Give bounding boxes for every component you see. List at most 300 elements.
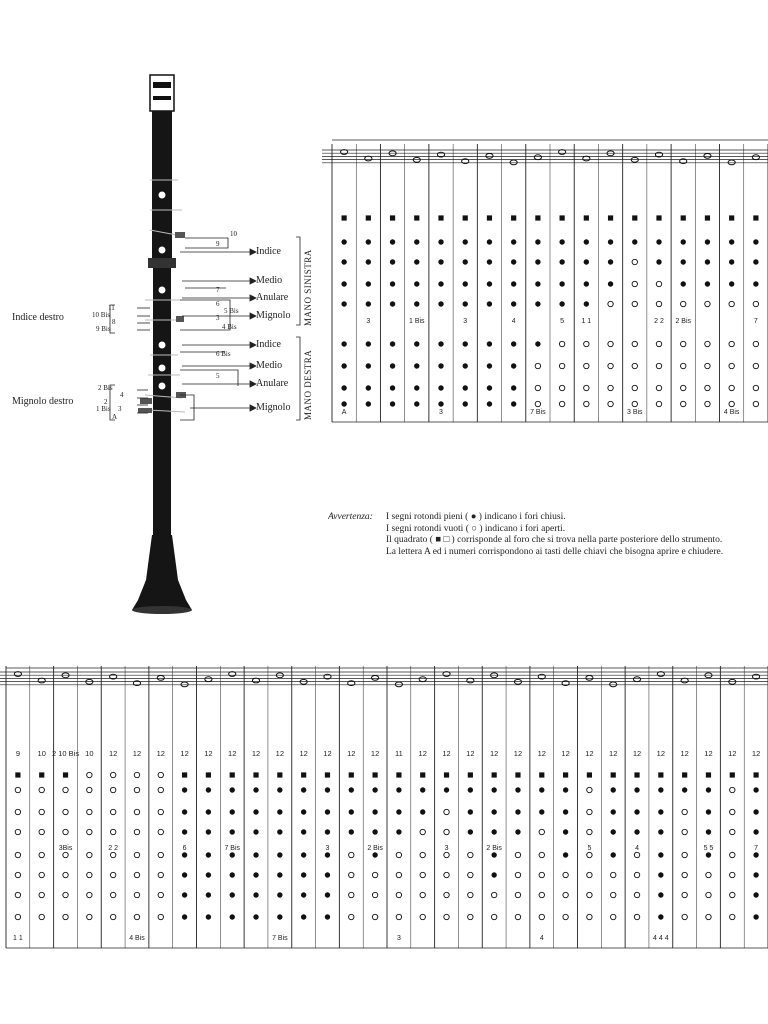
hole-open: [87, 892, 92, 897]
hole-open: [110, 892, 115, 897]
hole-open: [39, 892, 44, 897]
key-number-label: 3: [444, 845, 449, 852]
hole-closed: [206, 809, 211, 814]
hole-closed: [753, 852, 758, 857]
note-head: [38, 678, 45, 683]
hole-open: [420, 914, 425, 919]
key-number-label: 12: [680, 749, 689, 758]
hole-closed: [253, 872, 258, 877]
hole-open: [706, 914, 711, 919]
hole-open: [63, 892, 68, 897]
hole-open: [682, 914, 687, 919]
hole-open: [158, 852, 163, 857]
hole-open: [539, 829, 544, 834]
hole-closed: [230, 872, 235, 877]
hole-closed: [349, 809, 354, 814]
hole-closed: [349, 787, 354, 792]
hole-closed: [658, 829, 663, 834]
key-number-label: 12: [251, 749, 261, 758]
key-number-label: 11: [395, 749, 403, 758]
hole-closed: [611, 809, 616, 814]
hole-closed: [563, 852, 568, 857]
thumb-hole-closed: [634, 772, 639, 777]
hole-closed: [515, 787, 520, 792]
key-number-label: 12: [704, 749, 713, 758]
hole-closed: [325, 892, 330, 897]
key-number-label: 12: [728, 749, 737, 758]
hole-closed: [182, 787, 187, 792]
hole-closed: [230, 829, 235, 834]
hole-closed: [206, 914, 211, 919]
hole-closed: [325, 914, 330, 919]
hole-open: [110, 872, 115, 877]
hole-open: [349, 914, 354, 919]
hole-open: [87, 914, 92, 919]
note-head: [371, 676, 378, 681]
hole-open: [372, 914, 377, 919]
key-number-label: 5: [560, 318, 565, 325]
hole-open: [420, 852, 425, 857]
right-hand-group-label: MANO DESTRA: [303, 349, 313, 420]
hole-closed: [277, 914, 282, 919]
hole-open: [706, 892, 711, 897]
key-number-label: 4: [539, 935, 544, 942]
hole-open: [706, 872, 711, 877]
key-number: A: [112, 413, 118, 421]
finger-label-left-ring: Anulare: [256, 292, 289, 303]
key-number-label: 1 Bis: [408, 318, 425, 325]
key-number-label: 12: [204, 749, 213, 758]
hole-open: [444, 892, 449, 897]
hole-closed: [539, 809, 544, 814]
hole-open: [158, 829, 163, 834]
key-number: 10 Bis: [92, 311, 111, 319]
note-head: [157, 676, 164, 681]
key-number-label: 12: [513, 749, 523, 758]
thumb-hole-closed: [515, 772, 520, 777]
hole-open: [39, 872, 44, 877]
hole-closed: [753, 829, 758, 834]
hole-open: [15, 892, 20, 897]
hole-open: [63, 809, 68, 814]
hole-open: [134, 829, 139, 834]
hole-open: [634, 852, 639, 857]
hole-open: [444, 829, 449, 834]
finger-label-right-middle: Medio: [256, 360, 283, 371]
hole-closed: [491, 829, 496, 834]
hole-open: [682, 809, 687, 814]
hole-open: [563, 892, 568, 897]
hole-closed: [277, 852, 282, 857]
hole-open: [611, 914, 616, 919]
key-number: 3: [216, 314, 220, 322]
hole-open: [87, 787, 92, 792]
key-number-label: 1 1: [13, 935, 23, 942]
finger-label-left-index: Indice: [256, 246, 281, 257]
note-head: [681, 678, 688, 683]
hole-open: [63, 852, 68, 857]
hole-open: [87, 872, 92, 877]
hole-open: [39, 914, 44, 919]
key-number-label: 12: [180, 749, 189, 758]
hole-closed: [420, 809, 425, 814]
key-number-label: 12: [299, 749, 308, 758]
hole-open: [444, 852, 449, 857]
hole-closed: [468, 809, 473, 814]
hole-open: [396, 892, 401, 897]
thumb-hole-closed: [206, 772, 211, 777]
hole-closed: [682, 787, 687, 792]
hole-open: [134, 772, 139, 777]
hole-open: [468, 852, 473, 857]
index-right-label: Indice destro: [12, 312, 64, 323]
hole-open: [634, 892, 639, 897]
thumb-hole-closed: [253, 772, 258, 777]
note-head: [252, 678, 259, 683]
key-number-label: 7 Bis: [272, 935, 288, 942]
note-head: [610, 682, 617, 687]
hole-closed: [444, 787, 449, 792]
hole-open: [634, 914, 639, 919]
hole-open: [372, 872, 377, 877]
hole-open: [134, 914, 139, 919]
key-number-label: 7: [754, 845, 759, 852]
key-number-label: 12: [489, 749, 499, 758]
thumb-hole-closed: [587, 772, 592, 777]
key-number-label: 3Bis: [58, 845, 73, 852]
key-number-label: 12: [632, 749, 642, 758]
hole-open: [730, 787, 735, 792]
hole-closed: [539, 787, 544, 792]
note-head: [586, 676, 593, 681]
hole-closed: [396, 829, 401, 834]
key-number-label: 3: [463, 318, 468, 325]
key-number-label: 12: [466, 749, 475, 758]
key-number-label: 2 2: [108, 845, 119, 852]
hole-closed: [658, 852, 663, 857]
hole-closed: [706, 809, 711, 814]
thumb-hole-closed: [63, 772, 68, 777]
legend-line: Il quadrato ( ■ □ ) corrisponde al foro che si trova nella parte posteriore dello strumento.: [386, 535, 723, 545]
hole-open: [158, 892, 163, 897]
hole-open: [110, 809, 115, 814]
key-number-label: 12: [108, 749, 118, 758]
key-number-label: 12: [275, 749, 285, 758]
hole-closed: [753, 892, 758, 897]
hole-closed: [301, 892, 306, 897]
hole-closed: [230, 892, 235, 897]
hole-open: [682, 872, 687, 877]
hole-open: [539, 852, 544, 857]
hole-closed: [253, 914, 258, 919]
hole-open: [587, 872, 592, 877]
hole-closed: [301, 852, 306, 857]
hole-open: [420, 892, 425, 897]
key-number-label: 7: [753, 318, 758, 325]
hole-open: [134, 787, 139, 792]
thumb-hole-closed: [539, 772, 544, 777]
hole-open: [539, 892, 544, 897]
key-number: 5: [216, 372, 220, 380]
key-number: 10: [230, 230, 237, 238]
key-number-label: 10: [37, 749, 46, 758]
hole-open: [110, 852, 115, 857]
hole-closed: [349, 829, 354, 834]
hole-closed: [325, 852, 330, 857]
key-number-label: 2 Bis: [486, 845, 502, 852]
hole-open: [730, 872, 735, 877]
thumb-hole-closed: [396, 772, 401, 777]
key-number-label: 12: [656, 749, 666, 758]
hole-open: [730, 892, 735, 897]
thumb-hole-closed: [492, 772, 497, 777]
key-number: 2 Bis: [98, 384, 113, 392]
key-number-label: 3: [396, 935, 401, 942]
hole-closed: [277, 892, 282, 897]
hole-open: [158, 914, 163, 919]
hole-open: [587, 852, 592, 857]
key-number-label: 5: [587, 845, 592, 852]
hole-open: [444, 914, 449, 919]
hole-closed: [182, 809, 187, 814]
key-number-label: 5 5: [703, 845, 714, 852]
hole-open: [563, 872, 568, 877]
hole-closed: [563, 787, 568, 792]
thumb-hole-closed: [753, 772, 758, 777]
hole-closed: [515, 829, 520, 834]
key-number-label: 12: [609, 749, 618, 758]
hole-open: [87, 772, 92, 777]
hole-closed: [706, 829, 711, 834]
hole-closed: [230, 787, 235, 792]
hole-closed: [706, 787, 711, 792]
hole-closed: [230, 809, 235, 814]
hole-open: [372, 892, 377, 897]
thumb-hole-closed: [420, 772, 425, 777]
hole-open: [63, 914, 68, 919]
hole-open: [539, 872, 544, 877]
hole-closed: [301, 914, 306, 919]
hole-closed: [491, 872, 496, 877]
key-number-label: 9: [15, 749, 20, 758]
thumb-hole-closed: [611, 772, 616, 777]
finger-label-left-pinky: Mignolo: [256, 310, 291, 321]
hole-closed: [253, 787, 258, 792]
hole-closed: [611, 787, 616, 792]
key-number: 8: [112, 318, 116, 326]
hole-closed: [372, 829, 377, 834]
hole-open: [110, 829, 115, 834]
hole-closed: [325, 809, 330, 814]
hole-open: [587, 787, 592, 792]
hole-closed: [658, 892, 663, 897]
hole-open: [491, 892, 496, 897]
hole-closed: [301, 872, 306, 877]
key-number-label: 12: [561, 749, 570, 758]
hole-open: [110, 914, 115, 919]
hole-closed: [253, 852, 258, 857]
hole-open: [349, 852, 354, 857]
key-number: 6: [216, 300, 220, 308]
hole-open: [682, 829, 687, 834]
hole-closed: [611, 852, 616, 857]
key-number-label: 12: [442, 749, 451, 758]
hole-closed: [253, 892, 258, 897]
hole-open: [682, 892, 687, 897]
hole-closed: [753, 787, 758, 792]
key-number-label: 4 Bis: [723, 409, 740, 416]
thumb-hole-closed: [658, 772, 663, 777]
note-head: [633, 677, 640, 682]
thumb-hole-closed: [15, 772, 20, 777]
hole-closed: [658, 914, 663, 919]
key-number-label: 12: [323, 749, 332, 758]
key-number-label: 4 Bis: [129, 935, 145, 942]
hole-open: [39, 852, 44, 857]
hole-closed: [182, 914, 187, 919]
key-number-label: 1 1: [581, 318, 592, 325]
hole-open: [39, 787, 44, 792]
hole-open: [158, 809, 163, 814]
hole-open: [87, 809, 92, 814]
hole-open: [349, 892, 354, 897]
key-number-label: 12: [537, 749, 546, 758]
hole-open: [515, 872, 520, 877]
hole-open: [611, 892, 616, 897]
thumb-hole-closed: [563, 772, 568, 777]
key-number-label: 12: [228, 749, 237, 758]
key-number-label: 4: [635, 845, 639, 852]
key-number-label: 10: [85, 749, 94, 758]
hole-open: [15, 852, 20, 857]
hole-open: [515, 852, 520, 857]
hole-closed: [563, 809, 568, 814]
legend-title: Avvertenza:: [328, 512, 373, 522]
key-number-label: A: [341, 409, 347, 416]
hole-open: [15, 872, 20, 877]
key-number: 5 Bis: [224, 307, 239, 315]
hole-closed: [277, 829, 282, 834]
thumb-hole-closed: [730, 772, 735, 777]
hole-open: [539, 914, 544, 919]
thumb-hole-closed: [230, 772, 235, 777]
hole-closed: [301, 809, 306, 814]
hole-closed: [206, 872, 211, 877]
hole-closed: [372, 787, 377, 792]
thumb-hole-closed: [39, 772, 44, 777]
hole-open: [730, 914, 735, 919]
key-number: 9: [216, 240, 220, 248]
hole-open: [87, 829, 92, 834]
hole-closed: [230, 914, 235, 919]
hole-open: [15, 914, 20, 919]
hole-closed: [325, 787, 330, 792]
hole-closed: [491, 809, 496, 814]
hole-open: [349, 872, 354, 877]
key-number: 4: [120, 391, 124, 399]
hole-open: [63, 787, 68, 792]
hole-open: [15, 787, 20, 792]
hole-closed: [253, 809, 258, 814]
hole-closed: [658, 809, 663, 814]
hole-open: [634, 872, 639, 877]
hole-closed: [634, 829, 639, 834]
hole-open: [515, 914, 520, 919]
hole-open: [563, 914, 568, 919]
hole-closed: [563, 829, 568, 834]
key-number-label: 7 Bis: [530, 409, 546, 416]
hole-closed: [182, 892, 187, 897]
hole-open: [134, 872, 139, 877]
hole-open: [134, 852, 139, 857]
hole-closed: [206, 892, 211, 897]
note-head: [395, 682, 402, 687]
hole-closed: [420, 787, 425, 792]
key-number-label: 12: [751, 749, 761, 758]
hole-closed: [658, 787, 663, 792]
hole-closed: [753, 914, 758, 919]
key-number-label: 2 Bis: [675, 318, 692, 325]
hole-open: [15, 829, 20, 834]
hole-closed: [468, 829, 473, 834]
hole-open: [158, 787, 163, 792]
hole-closed: [253, 829, 258, 834]
note-head: [467, 678, 474, 683]
hole-open: [420, 872, 425, 877]
note-head: [419, 677, 426, 682]
hole-open: [515, 892, 520, 897]
key-number-label: 12: [585, 749, 594, 758]
note-head: [181, 682, 188, 687]
finger-label-right-index: Indice: [256, 339, 281, 350]
note-head: [205, 677, 212, 682]
hole-open: [587, 829, 592, 834]
hole-closed: [277, 872, 282, 877]
hole-closed: [277, 787, 282, 792]
hole-open: [134, 892, 139, 897]
hole-closed: [372, 852, 377, 857]
key-number-label: 3 Bis: [626, 409, 643, 416]
hole-closed: [182, 829, 187, 834]
hole-open: [15, 809, 20, 814]
hole-closed: [182, 872, 187, 877]
thumb-hole-closed: [301, 772, 306, 777]
hole-open: [396, 914, 401, 919]
key-number-label: 2 2: [654, 318, 664, 325]
key-number-label: 12: [418, 749, 427, 758]
finger-label-left-middle: Medio: [256, 275, 283, 286]
hole-open: [396, 872, 401, 877]
key-number-label: 2 10 Bis: [51, 749, 80, 758]
thumb-hole-closed: [349, 772, 354, 777]
hole-closed: [230, 852, 235, 857]
key-number: 11: [108, 304, 115, 312]
hole-closed: [301, 787, 306, 792]
hole-closed: [634, 787, 639, 792]
hole-open: [110, 772, 115, 777]
hole-closed: [206, 787, 211, 792]
key-number: 4 Bis: [222, 323, 237, 331]
hole-closed: [325, 829, 330, 834]
hole-open: [730, 809, 735, 814]
hole-open: [420, 829, 425, 834]
thumb-hole-closed: [682, 772, 687, 777]
hole-open: [468, 892, 473, 897]
hole-closed: [491, 852, 496, 857]
hole-closed: [396, 809, 401, 814]
hole-closed: [396, 787, 401, 792]
hole-closed: [182, 852, 187, 857]
